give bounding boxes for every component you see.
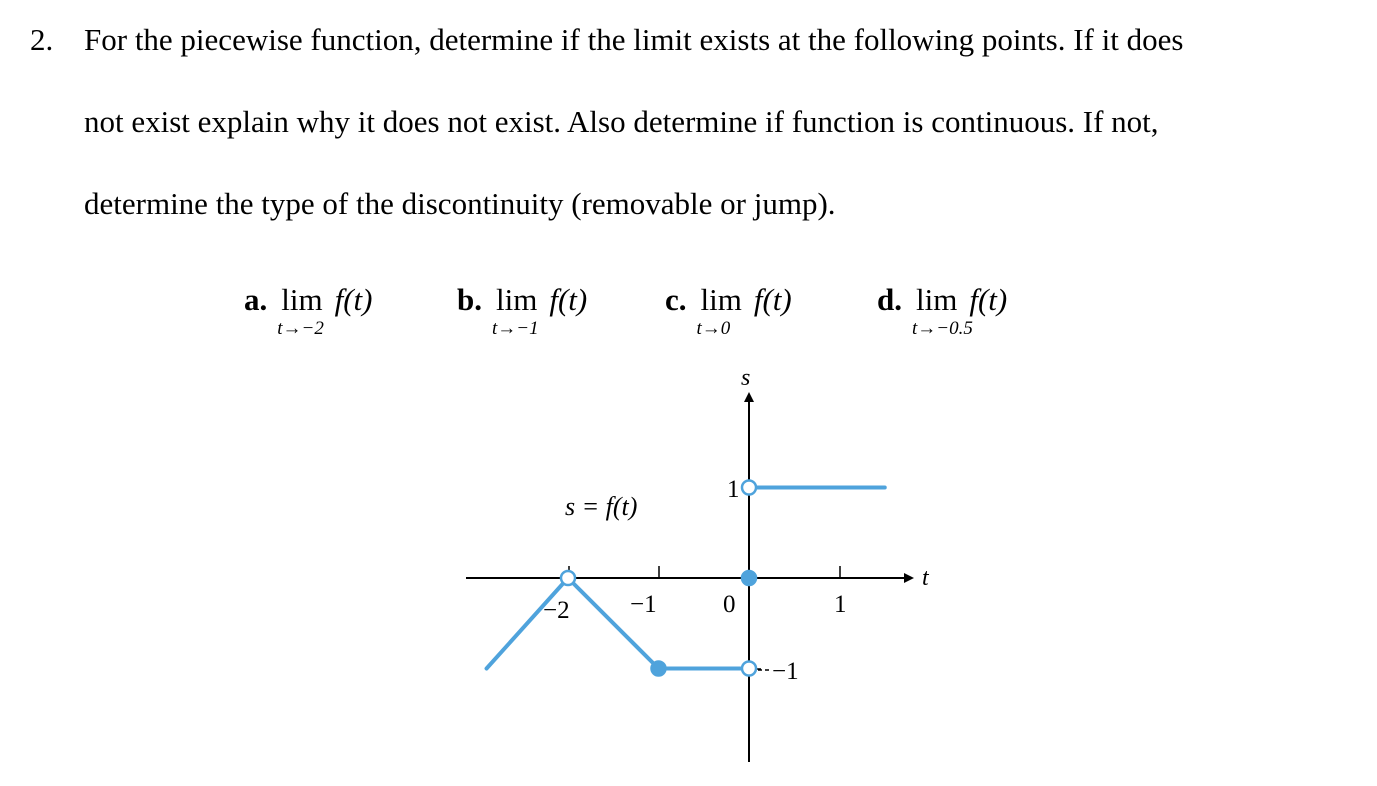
function-label: s = f(t) [565,492,638,521]
lim-word: lim [700,282,742,317]
lim-word: lim [916,282,958,317]
closed-point [742,571,756,585]
open-point [742,481,756,495]
limit-subscript: t→0 [696,318,731,339]
function-expression: f(t) [753,282,792,317]
function-expression: f(t) [549,282,588,317]
limit-subscript: t→−2 [277,318,324,339]
problem-text-line-1: For the piecewise function, determine if the limit exists at the following points. If it does [84,22,1184,57]
x-tick-label: −2 [543,597,570,624]
problem-number: 2. [30,22,54,57]
limit-subscript: t→−1 [492,318,539,339]
open-point [561,571,575,585]
part-label: d. [877,282,902,317]
closed-point [652,662,666,676]
open-point [742,662,756,676]
function-expression: f(t) [334,282,373,317]
limit-subscript: t→−0.5 [912,318,973,339]
y-axis-label: s [741,365,751,391]
x-axis-label: t [922,565,929,591]
part-label: a. [244,282,268,317]
x-tick-label: 1 [834,591,847,618]
y-tick-label: −1 [772,658,799,685]
x-tick-label: 0 [723,591,736,618]
lim-word: lim [496,282,538,317]
y-tick-label: 1 [727,476,740,503]
lim-word: lim [281,282,323,317]
problem-text-line-3: determine the type of the discontinuity (removable or jump). [84,186,836,221]
part-label: b. [457,282,482,317]
part-label: c. [665,282,687,317]
function-expression: f(t) [969,282,1008,317]
x-tick-label: −1 [630,591,657,618]
problem-text-line-2: not exist explain why it does not exist. Also determine if function is continuous. If not, [84,104,1159,139]
